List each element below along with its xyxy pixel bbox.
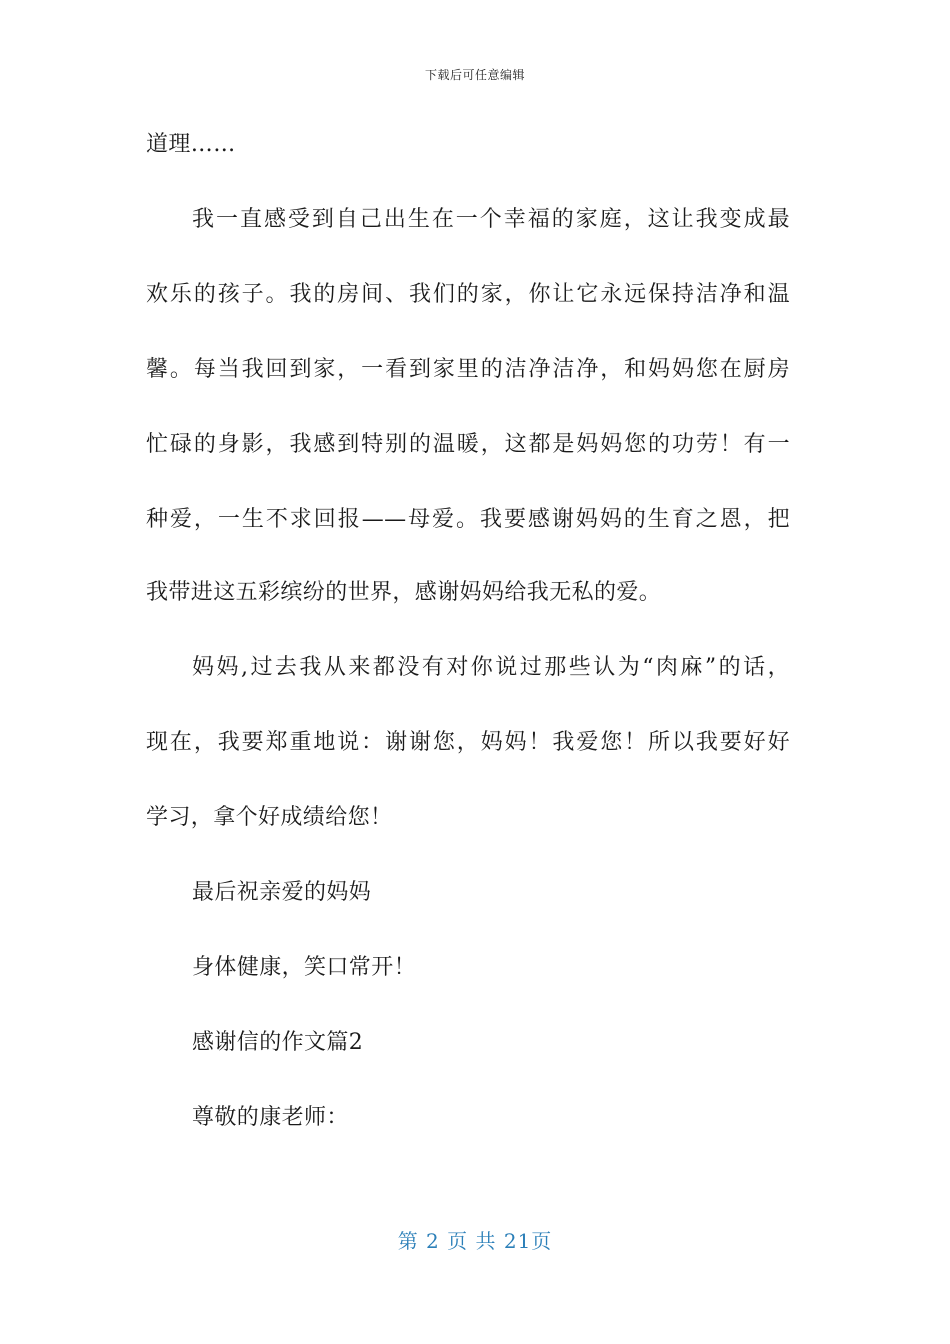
salutation: 尊敬的康老师： — [192, 1105, 349, 1130]
paragraph-1-line-4: 忙碌的身影，我感到特别的温暖，这都是妈妈您的功劳！有一 — [146, 432, 790, 457]
paragraph-1-line-3: 馨。每当我回到家，一看到家里的洁净洁净，和妈妈您在厨房 — [146, 357, 790, 382]
paragraph-2-line-2: 现在，我要郑重地说：谢谢您，妈妈！我爱您！所以我要好好 — [146, 730, 790, 755]
header-note: 下载后可任意编辑 — [424, 68, 525, 82]
section-heading: 感谢信的作文篇2 — [192, 1030, 364, 1055]
paragraph-1-line-1: 我一直感受到自己出生在一个幸福的家庭，这让我变成最 — [192, 207, 790, 232]
closing-wish-line-2: 身体健康，笑口常开！ — [192, 955, 417, 980]
text-line-1: 道理…… — [146, 132, 236, 157]
paragraph-1-line-2: 欢乐的孩子。我的房间、我们的家，你让它永远保持洁净和温 — [146, 282, 790, 307]
page-number-footer: 第 2 页 共 21页 — [397, 1229, 553, 1253]
paragraph-1-line-5: 种爱，一生不求回报——母爱。我要感谢妈妈的生育之恩，把 — [146, 507, 790, 532]
paragraph-2-line-3: 学习，拿个好成绩给您！ — [146, 805, 393, 830]
closing-wish-line-1: 最后祝亲爱的妈妈 — [192, 880, 372, 905]
paragraph-2-line-1: 妈妈,过去我从来都没有对你说过那些认为“肉麻”的话， — [192, 655, 790, 680]
paragraph-1-line-6: 我带进这五彩缤纷的世界，感谢妈妈给我无私的爱。 — [146, 580, 662, 605]
